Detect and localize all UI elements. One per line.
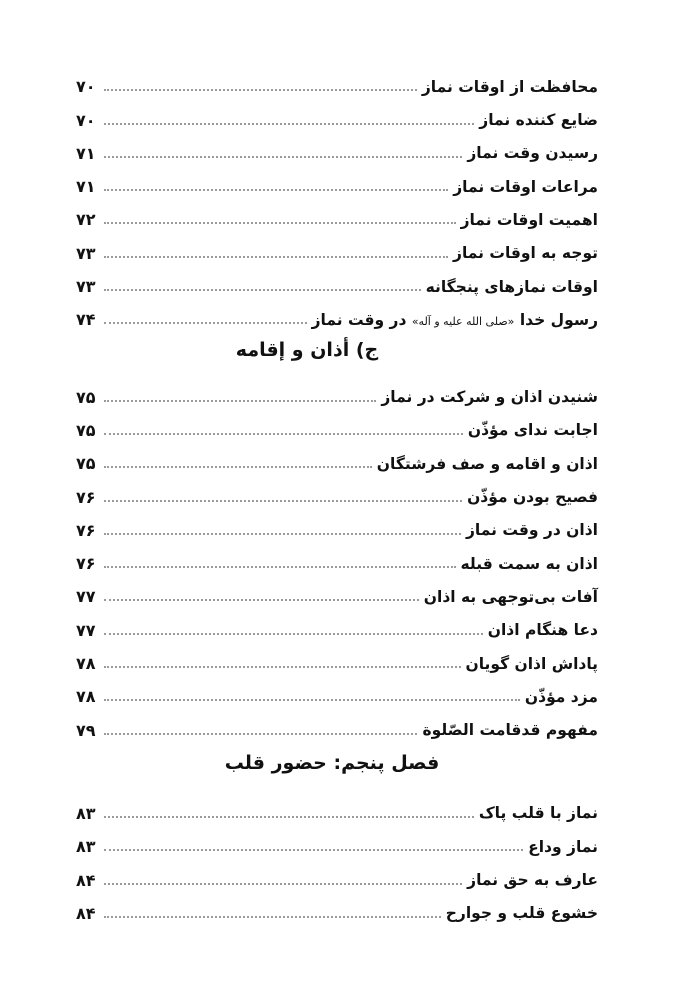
toc-entry: [76, 406, 598, 439]
page-number: ۷۵: [76, 420, 96, 440]
dot-leader: [104, 632, 483, 635]
entry-title: اوقات نمازهای پنجگانه: [425, 277, 598, 296]
toc-entry: [76, 855, 598, 888]
entry-title: نماز وداع: [528, 837, 598, 856]
toc-entry: [76, 506, 598, 539]
page-number: ۷۲: [76, 210, 96, 230]
entry-title: دعا هنگام اذان: [487, 621, 598, 640]
dot-leader: [104, 155, 462, 158]
toc-entry: [76, 62, 598, 95]
entry-title: عارف به حق نماز: [467, 871, 598, 890]
entry-title: توجه به اوقات نماز: [453, 244, 598, 263]
toc-entry: [76, 889, 598, 922]
page-number: ۷۱: [76, 177, 96, 197]
table-of-contents: [76, 62, 598, 922]
toc-entry: [76, 295, 598, 328]
dot-leader: [104, 221, 456, 224]
dot-leader: [104, 915, 441, 918]
toc-entry: [76, 472, 598, 505]
page-number: ۷۷: [76, 620, 96, 640]
page-number: ۸۳: [76, 803, 96, 823]
entry-title-pre: رسول خدا: [519, 310, 598, 329]
page-number: ۷۸: [76, 687, 96, 707]
entry-title: خشوع قلب و جوارح: [445, 904, 598, 923]
dot-leader: [104, 255, 448, 258]
entry-title: فصیح بودن مؤذّن: [467, 488, 598, 507]
section-heading: ج) أذان و إقامه: [235, 338, 379, 361]
dot-leader: [104, 122, 474, 125]
page-number: ۷۳: [76, 277, 96, 297]
entry-title: محافظت از اوقات نماز: [421, 77, 598, 96]
toc-entry: [76, 195, 598, 228]
entry-title-post: در وقت نماز: [311, 310, 407, 329]
entry-title: شنیدن اذان و شرکت در نماز: [381, 388, 598, 407]
entry-title: پاداش اذان گویان: [465, 654, 598, 673]
entry-title: مراعات اوقات نماز: [453, 177, 598, 196]
dot-leader: [104, 815, 474, 818]
honorific-glyph: «صلی الله علیه و آله»: [411, 314, 515, 328]
entry-title: اهمیت اوقات نماز: [460, 210, 598, 229]
toc-entry: [76, 439, 598, 472]
dot-leader: [104, 532, 461, 535]
page-number: ۷۰: [76, 77, 96, 97]
dot-leader: [104, 499, 462, 502]
dot-leader: [104, 848, 523, 851]
page-number: ۷۶: [76, 487, 96, 507]
dot-leader: [104, 188, 448, 191]
toc-entry: [76, 95, 598, 128]
toc-entry: [76, 605, 598, 638]
dot-leader: [104, 698, 520, 701]
page-number: ۷۳: [76, 243, 96, 263]
toc-entry: [76, 705, 598, 738]
entry-title: مفهوم قدقامت الصّلوة: [422, 721, 598, 740]
chapter-heading: فصل پنجم: حضور قلب: [224, 752, 440, 775]
toc-entry: [76, 789, 598, 822]
page-number: ۸۴: [76, 903, 96, 923]
page-number: ۷۸: [76, 654, 96, 674]
dot-leader: [104, 321, 307, 324]
entry-title: آفات بی‌توجهی به اذان: [423, 587, 598, 606]
dot-leader: [104, 399, 376, 402]
toc-entry: [76, 539, 598, 572]
toc-entry: [76, 129, 598, 162]
entry-title: رسیدن وقت نماز: [467, 144, 598, 163]
entry-title: ضایع کننده نماز: [479, 111, 598, 130]
entry-title: اذان به سمت قبله: [460, 554, 598, 573]
page-number: ۸۳: [76, 837, 96, 857]
page-number: ۷۵: [76, 454, 96, 474]
dot-leader: [104, 665, 461, 668]
entry-title: اذان و اقامه و صف فرشتگان: [376, 454, 598, 473]
page-number: ۷۶: [76, 520, 96, 540]
entry-title: اجابت ندای مؤذّن: [467, 421, 598, 440]
toc-entry: [76, 162, 598, 195]
page-number: ۷۴: [76, 310, 96, 330]
toc-entry: [76, 822, 598, 855]
toc-entry: [76, 228, 598, 261]
toc-entry: [76, 672, 598, 705]
entry-title: نماز با قلب پاک: [478, 804, 598, 823]
entry-title: [309, 310, 598, 329]
page-number: ۷۷: [76, 587, 96, 607]
page-number: ۷۶: [76, 554, 96, 574]
dot-leader: [104, 565, 456, 568]
page-number: ۸۴: [76, 870, 96, 890]
toc-entry: [76, 372, 598, 405]
dot-leader: [104, 465, 372, 468]
toc-entry: [76, 639, 598, 672]
dot-leader: [104, 598, 419, 601]
page-number: ۷۰: [76, 110, 96, 130]
toc-entry: [76, 262, 598, 295]
toc-entry: [76, 572, 598, 605]
dot-leader: [104, 88, 417, 91]
dot-leader: [104, 882, 462, 885]
page-number: ۷۱: [76, 143, 96, 163]
dot-leader: [104, 288, 421, 291]
entry-title: مزد مؤذّن: [524, 687, 598, 706]
dot-leader: [104, 432, 463, 435]
page-number: ۷۹: [76, 720, 96, 740]
page-number: ۷۵: [76, 387, 96, 407]
entry-title: اذان در وقت نماز: [465, 521, 598, 540]
dot-leader: [104, 732, 417, 735]
